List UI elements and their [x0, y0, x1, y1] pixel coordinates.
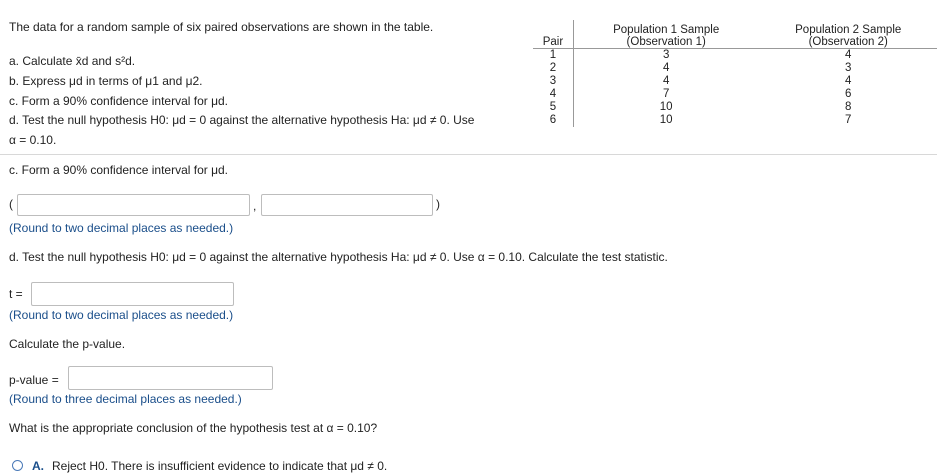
pop1-header-line2: (Observation 1) [626, 36, 706, 48]
pop1-cell: 4 [573, 62, 758, 75]
ci-upper-input[interactable] [261, 194, 433, 216]
problem-intro: The data for a random sample of six paired observations are shown in the table. [9, 20, 434, 34]
section-divider [0, 154, 937, 155]
option-a-text: Reject H0. There is insufficient evidence to indicate that μd ≠ 0. [52, 459, 388, 473]
t-round-hint: (Round to two decimal places as needed.) [9, 308, 234, 322]
pair-cell: 6 [549, 114, 557, 126]
pvalue-input[interactable] [68, 366, 273, 390]
option-a[interactable] [9, 458, 459, 473]
part-d-alpha: α = 0.10. [9, 133, 57, 147]
table-row [533, 88, 937, 101]
pop1-cell: 7 [573, 88, 758, 101]
part-a-text: a. Calculate x̄d and s²d. [9, 54, 136, 68]
col-header-pop1 [573, 20, 758, 49]
pair-cell: 2 [549, 62, 557, 74]
table-row [533, 101, 937, 114]
pair-cell: 5 [549, 101, 557, 113]
section-c-title: c. Form a 90% confidence interval for μd. [9, 163, 229, 177]
col-header-pop2 [758, 20, 937, 49]
t-stat-input[interactable] [31, 282, 234, 306]
comma: , [253, 199, 257, 213]
open-paren: ( [9, 197, 13, 211]
option-a-letter: A. [32, 459, 44, 473]
pop1-cell: 10 [573, 114, 758, 127]
pop2-cell: 8 [845, 101, 852, 113]
pair-cell: 4 [549, 88, 557, 100]
part-c-text: c. Form a 90% confidence interval for μd. [9, 94, 229, 108]
pop2-header-line1: Population 2 Sample [795, 24, 902, 36]
table-row [533, 114, 937, 127]
pair-cell: 3 [549, 75, 557, 87]
radio-a[interactable] [12, 460, 23, 471]
pop1-cell: 10 [573, 101, 758, 114]
pop2-cell: 3 [845, 62, 852, 74]
pvalue-label: p-value = [9, 373, 59, 387]
table-header-row [533, 20, 937, 49]
table-row [533, 49, 937, 63]
data-table [533, 20, 937, 127]
pop2-cell: 4 [845, 49, 852, 61]
conclusion-prompt: What is the appropriate conclusion of the hypothesis test at α = 0.10? [9, 421, 378, 435]
table-row [533, 62, 937, 75]
pop2-header-line2: (Observation 2) [808, 36, 888, 48]
pop2-cell: 4 [845, 75, 852, 87]
table-row [533, 75, 937, 88]
pvalue-prompt: Calculate the p-value. [9, 337, 126, 351]
ci-lower-input[interactable] [17, 194, 250, 216]
pop1-cell: 4 [573, 75, 758, 88]
pop1-header-line1: Population 1 Sample [613, 24, 720, 36]
pop2-cell: 7 [845, 114, 852, 126]
pop1-cell: 3 [573, 49, 758, 63]
pop2-cell: 6 [845, 88, 852, 100]
ci-round-hint: (Round to two decimal places as needed.) [9, 221, 234, 235]
col-header-pair: Pair [533, 20, 573, 49]
section-d-title: d. Test the null hypothesis H0: μd = 0 against the alternative hypothesis Ha: μd ≠ 0. Use α = 0.10. Calculate the test statistic. [9, 250, 668, 264]
t-label: t = [9, 287, 23, 301]
part-d-text: d. Test the null hypothesis H0: μd = 0 against the alternative hypothesis Ha: μd ≠ 0. Use [9, 113, 475, 127]
pair-cell: 1 [549, 49, 557, 61]
part-b-text: b. Express μd in terms of μ1 and μ2. [9, 74, 203, 88]
pvalue-round-hint: (Round to three decimal places as needed.) [9, 392, 242, 406]
close-paren: ) [436, 197, 440, 211]
